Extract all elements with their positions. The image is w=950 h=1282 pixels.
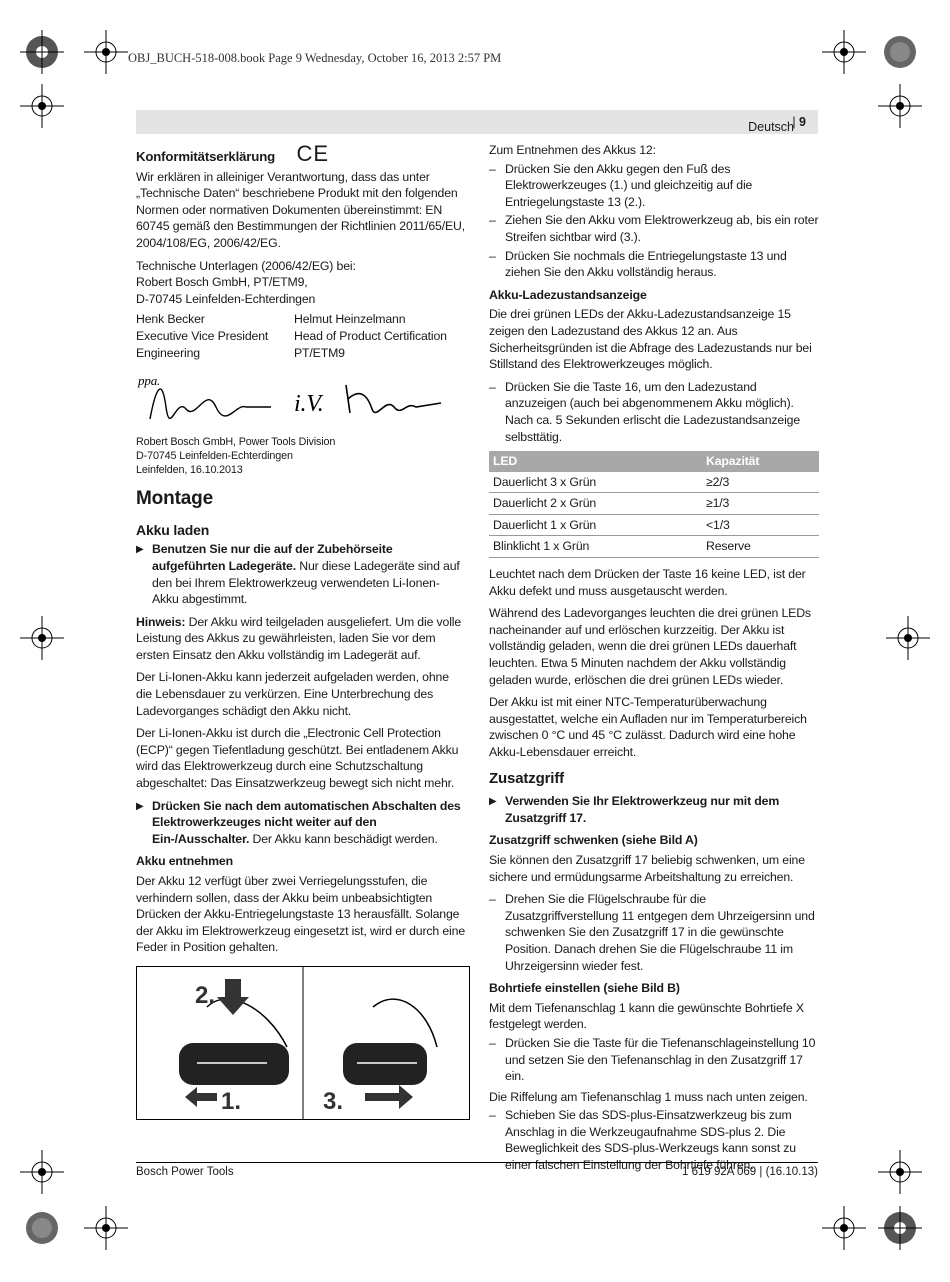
schwenken-text: Sie können den Zusatzgriff 17 beliebig schwenken, um eine sichere und ermüdungsarme Arbeitshaltung zu erreichen.: [489, 852, 805, 884]
registration-mark-icon: [20, 30, 64, 74]
warning-switch: ▶ Drücken Sie nach dem automatischen Abschalten des Elektrowerkzeuges nicht weiter auf den Ein-/Ausschalter. Der Akku kann beschädigt werden.: [136, 798, 466, 848]
left-column: [136, 142, 466, 962]
registration-mark-icon: [878, 30, 922, 74]
registration-mark-icon: [20, 1206, 64, 1250]
crosshair-icon: [84, 30, 128, 74]
footer-brand: Bosch Power Tools: [136, 1166, 234, 1178]
ladezustand-heading: Akku-Ladezustandsanzeige: [489, 287, 647, 302]
liion-text-2: Der Li-Ionen-Akku ist durch die „Electronic Cell Protection (ECP)“ gegen Tiefentladung geschützt. Bei entladenem Akku wird das Elektrowerkzeug durch eine Schutzschaltung abgeschaltet: Das Einsatzwerkzeug bewegt sich nicht mehr.: [136, 726, 459, 791]
table-header: LED: [489, 451, 702, 472]
table-cell: <1/3: [702, 514, 819, 536]
table-cell: Dauerlicht 3 x Grün: [489, 472, 702, 493]
warning-zusatzgriff: ▶ Verwenden Sie Ihr Elektrowerkzeug nur mit dem Zusatzgriff 17.: [489, 793, 819, 826]
table-header-row: [489, 451, 819, 472]
signatory-2: Helmut Heinzelmann Head of Product Certification PT/ETM9: [294, 312, 447, 360]
table-row: [489, 536, 819, 558]
montage-heading: Montage: [136, 488, 214, 510]
led-table: [489, 451, 819, 558]
page-footer: [136, 1162, 818, 1178]
svg-text:ppa.: ppa.: [138, 373, 161, 389]
crosshair-icon: [822, 1206, 866, 1250]
svg-text:i.V.: i.V.: [294, 391, 324, 418]
step-item: – Drücken Sie nochmals die Entriegelungstaste 13 und ziehen Sie den Akku vollständig heraus.: [489, 248, 819, 281]
crosshair-icon: [84, 1206, 128, 1250]
akku-entnehmen-heading: Akku entnehmen: [136, 854, 233, 869]
hinweis-text: Hinweis: Der Akku wird teilgeladen ausgeliefert. Um die volle Leistung des Akkus zu gewährleisten, laden Sie vor dem ersten Einsatz den Akku vollständig im Ladegerät auf.: [136, 614, 462, 662]
zum-entnehmen-text: Zum Entnehmen des Akkus 12:: [489, 143, 656, 157]
ntc-text: Der Akku ist mit einer NTC-Temperaturüberwachung ausgestattet, welche ein Aufladen nur im Temperaturbereich zwischen 0 °C und 45 °C zulässt. Dadurch wird eine hohe Akku-Lebensdauer erreicht.: [489, 695, 807, 759]
table-cell: ≥1/3: [702, 493, 819, 515]
crosshair-icon: [822, 30, 866, 74]
crosshair-icon: [20, 1150, 64, 1194]
konformitaet-text: Wir erklären in alleiniger Verantwortung, dass das unter „Technische Daten“ beschriebene Produkt mit den folgenden Normen oder normativen Dokumenten übereinstimmt: EN 60745 gemäß den Bestimmungen der Richtlinien 2011/65/EU, 2004/108/EG, 2006/42/EG.: [136, 169, 466, 250]
riffelung-text: Die Riffelung am Tiefenanschlag 1 muss nach unten zeigen.: [489, 1089, 808, 1104]
page-header: [136, 110, 818, 134]
table-cell: Dauerlicht 2 x Grün: [489, 493, 702, 515]
schwenken-heading: Zusatzgriff schwenken (siehe Bild A): [489, 833, 698, 848]
step-3-label: 3.: [323, 1088, 344, 1115]
crosshair-icon: [878, 84, 922, 128]
footer-docnumber: 1 619 92A 069 | (16.10.13): [682, 1166, 818, 1178]
table-cell: Dauerlicht 1 x Grün: [489, 514, 702, 536]
crosshair-icon: [20, 616, 64, 660]
liion-text-1: Der Li-Ionen-Akku kann jederzeit aufgeladen werden, ohne die Lebensdauer zu verkürzen. Eine Unterbrechung des Ladevorganges schädigt den Akku nicht.: [136, 670, 449, 718]
zusatzgriff-heading: Zusatzgriff: [489, 769, 565, 787]
step-item: – Drücken Sie die Taste 16, um den Ladezustand anzuzeigen (auch bei abgenommenem Akku möglich). Nach ca. 5 Sekunden erlischt die Ladezustandsanzeige selbsttätig.: [489, 379, 819, 445]
right-column: [489, 142, 819, 1176]
table-row: [489, 472, 819, 493]
crosshair-icon: [886, 616, 930, 660]
technische-unterlagen: Technische Unterlagen (2006/42/EG) bei: Robert Bosch GmbH, PT/ETM9, D-70745 Leinfelden-Echterdingen: [136, 258, 356, 306]
step-item: – Schieben Sie das SDS-plus-Einsatzwerkzeug bis zum Anschlag in die Werkzeugaufnahme SDS-plus 2. Die Beweglichkeit des SDS-plus-Werkzeugs kann sonst zu einer falschen Einstellung der Bohrtiefe führen.: [489, 1107, 819, 1173]
signatories: [136, 311, 466, 361]
battery-removal-illustration: [136, 966, 470, 1120]
warning-charger: ▶ Benutzen Sie nur die auf der Zubehörseite aufgeführten Ladegeräte. Nur diese Ladegeräte sind auf den bei Ihrem Elektrowerkzeug verwendeten Li-Ionen-Akku abgestimmt.: [136, 541, 466, 607]
konformitaet-heading: Konformitätserklärung CE: [136, 141, 330, 166]
bohrtiefe-text: Mit dem Tiefenanschlag 1 kann die gewünschte Bohrtiefe X festgelegt werden.: [489, 1000, 804, 1032]
step-item: – Drücken Sie den Akku gegen den Fuß des Elektrowerkzeuges (1.) und gleichzeitig auf die Entriegelungstaste 13 (2.).: [489, 161, 819, 211]
signature-image: [136, 367, 466, 429]
step-2-label: 2.: [195, 982, 216, 1009]
akku-laden-heading: Akku laden: [136, 521, 210, 538]
table-cell: ≥2/3: [702, 472, 819, 493]
ladevorgang-text: Während des Ladevorganges leuchten die drei grünen LEDs nacheinander auf und erlöschen kurzzeitig. Der Akku ist vollständig geladen, wenn die drei grünen LEDs dauerhaft leuchten. Etwa 5 Minuten nachdem der Akku vollständig geladen wurde, erlöschen die drei grünen LEDs wieder.: [489, 606, 811, 687]
leuchtet-text: Leuchtet nach dem Drücken der Taste 16 keine LED, ist der Akku defekt und muss ausgetauscht werden.: [489, 567, 806, 598]
registration-mark-icon: [878, 1206, 922, 1250]
table-row: [489, 493, 819, 515]
crosshair-icon: [20, 84, 64, 128]
step-item: – Drücken Sie die Taste für die Tiefenanschlageinstellung 10 und setzen Sie den Tiefenanschlag in den Zusatzgriff 17 ein.: [489, 1035, 819, 1085]
akku-entnehmen-text: Der Akku 12 verfügt über zwei Verriegelungsstufen, die verhindern sollen, dass der Akku beim unbeabsichtigten Drücken der Akku-Entriegelungstaste 13 herausfällt. Solange der Akku im Elektrowerkzeug eingesetzt ist, wird er durch eine Feder in Position gehalten.: [136, 874, 466, 955]
step-1-label: 1.: [221, 1088, 242, 1115]
ce-mark-icon: CE: [296, 141, 330, 166]
table-row: [489, 514, 819, 536]
step-item: – Drehen Sie die Flügelschraube für die Zusatzgriffverstellung 11 entgegen dem Uhrzeigersinn und schwenken Sie den Zusatzgriff 17 in die gewünschte Position. Danach drehen Sie die Flügelschraube 11 im Uhrzeigersinn wieder fest.: [489, 891, 819, 974]
page-header-label: Deutsch | 9: [748, 115, 806, 134]
table-cell: Blinklicht 1 x Grün: [489, 536, 702, 558]
step-item: – Ziehen Sie den Akku vom Elektrowerkzeug ab, bis ein roter Streifen sichtbar wird (3.).: [489, 212, 819, 245]
bohrtiefe-heading: Bohrtiefe einstellen (siehe Bild B): [489, 981, 680, 996]
crosshair-icon: [878, 1150, 922, 1194]
address-block: Robert Bosch GmbH, Power Tools Division D-70745 Leinfelden-Echterdingen Leinfelden, 16.10.2013: [136, 436, 336, 477]
signatory-1: Henk Becker Executive Vice President Engineering: [136, 312, 269, 360]
ladezustand-text: Die drei grünen LEDs der Akku-Ladezustandsanzeige 15 zeigen den Ladezustand des Akkus 12 an. Aus Sicherheitsgründen ist die Abfrage des Ladezustands nur bei Stillstand des Elektrowerkzeuges möglich.: [489, 307, 812, 372]
table-cell: Reserve: [702, 536, 819, 558]
table-header: Kapazität: [702, 451, 819, 472]
book-info-line: OBJ_BUCH-518-008.book Page 9 Wednesday, October 16, 2013 2:57 PM: [128, 51, 502, 65]
